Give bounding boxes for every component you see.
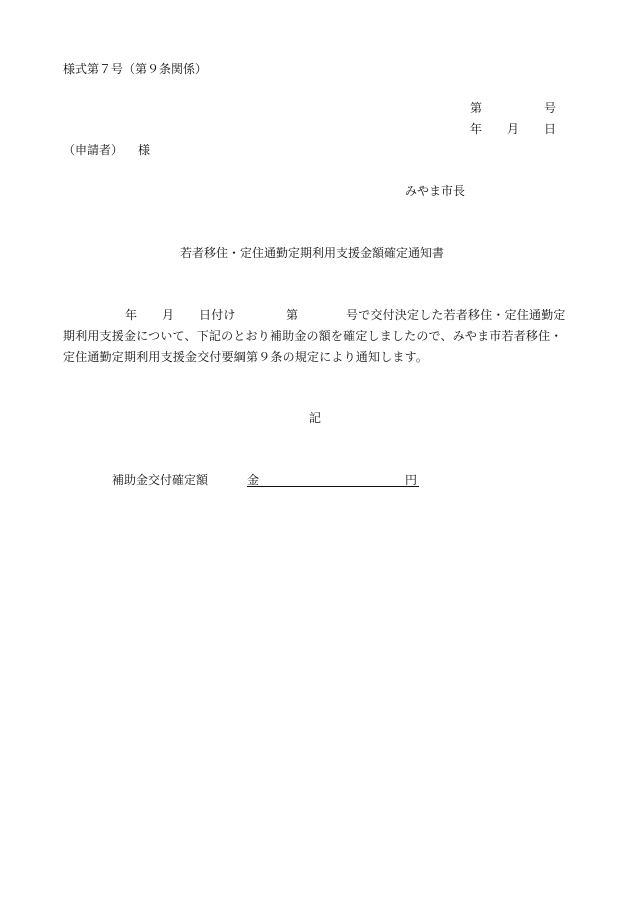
body-line1-text: 号で交付決定した若者移住・定住通勤定	[346, 308, 566, 322]
applicant-label: （申請者）	[63, 143, 124, 157]
reference-number-prefix: 第	[470, 101, 483, 115]
date-year-label: 年	[470, 122, 483, 136]
reference-number-suffix: 号	[544, 101, 557, 115]
amount-suffix: 円	[405, 473, 418, 487]
document-title: 若者移住・定住通勤定期利用支援金額確定通知書	[180, 246, 445, 260]
amount-label: 補助金交付確定額	[112, 473, 209, 487]
amount-underline	[247, 486, 419, 487]
body-month-label: 月	[162, 308, 175, 322]
body-line2-text: 期利用支援金について、下記のとおり補助金の額を確定しましたので、みやま市若者移住・	[63, 329, 563, 343]
body-date-suffix: 日付け	[199, 308, 236, 322]
body-line3-text: 定住通勤定期利用支援金交付要綱第９条の規定により通知します。	[63, 350, 429, 364]
date-month-label: 月	[507, 122, 520, 136]
body-year-label: 年	[125, 308, 138, 322]
date-day-label: 日	[544, 122, 557, 136]
issuer-name: みやま市長	[405, 184, 466, 198]
ki-heading: 記	[309, 411, 322, 425]
form-number: 様式第７号（第９条関係）	[63, 62, 208, 76]
amount-prefix: 金	[247, 473, 260, 487]
body-number-prefix: 第	[286, 308, 299, 322]
applicant-honorific: 様	[138, 143, 151, 157]
